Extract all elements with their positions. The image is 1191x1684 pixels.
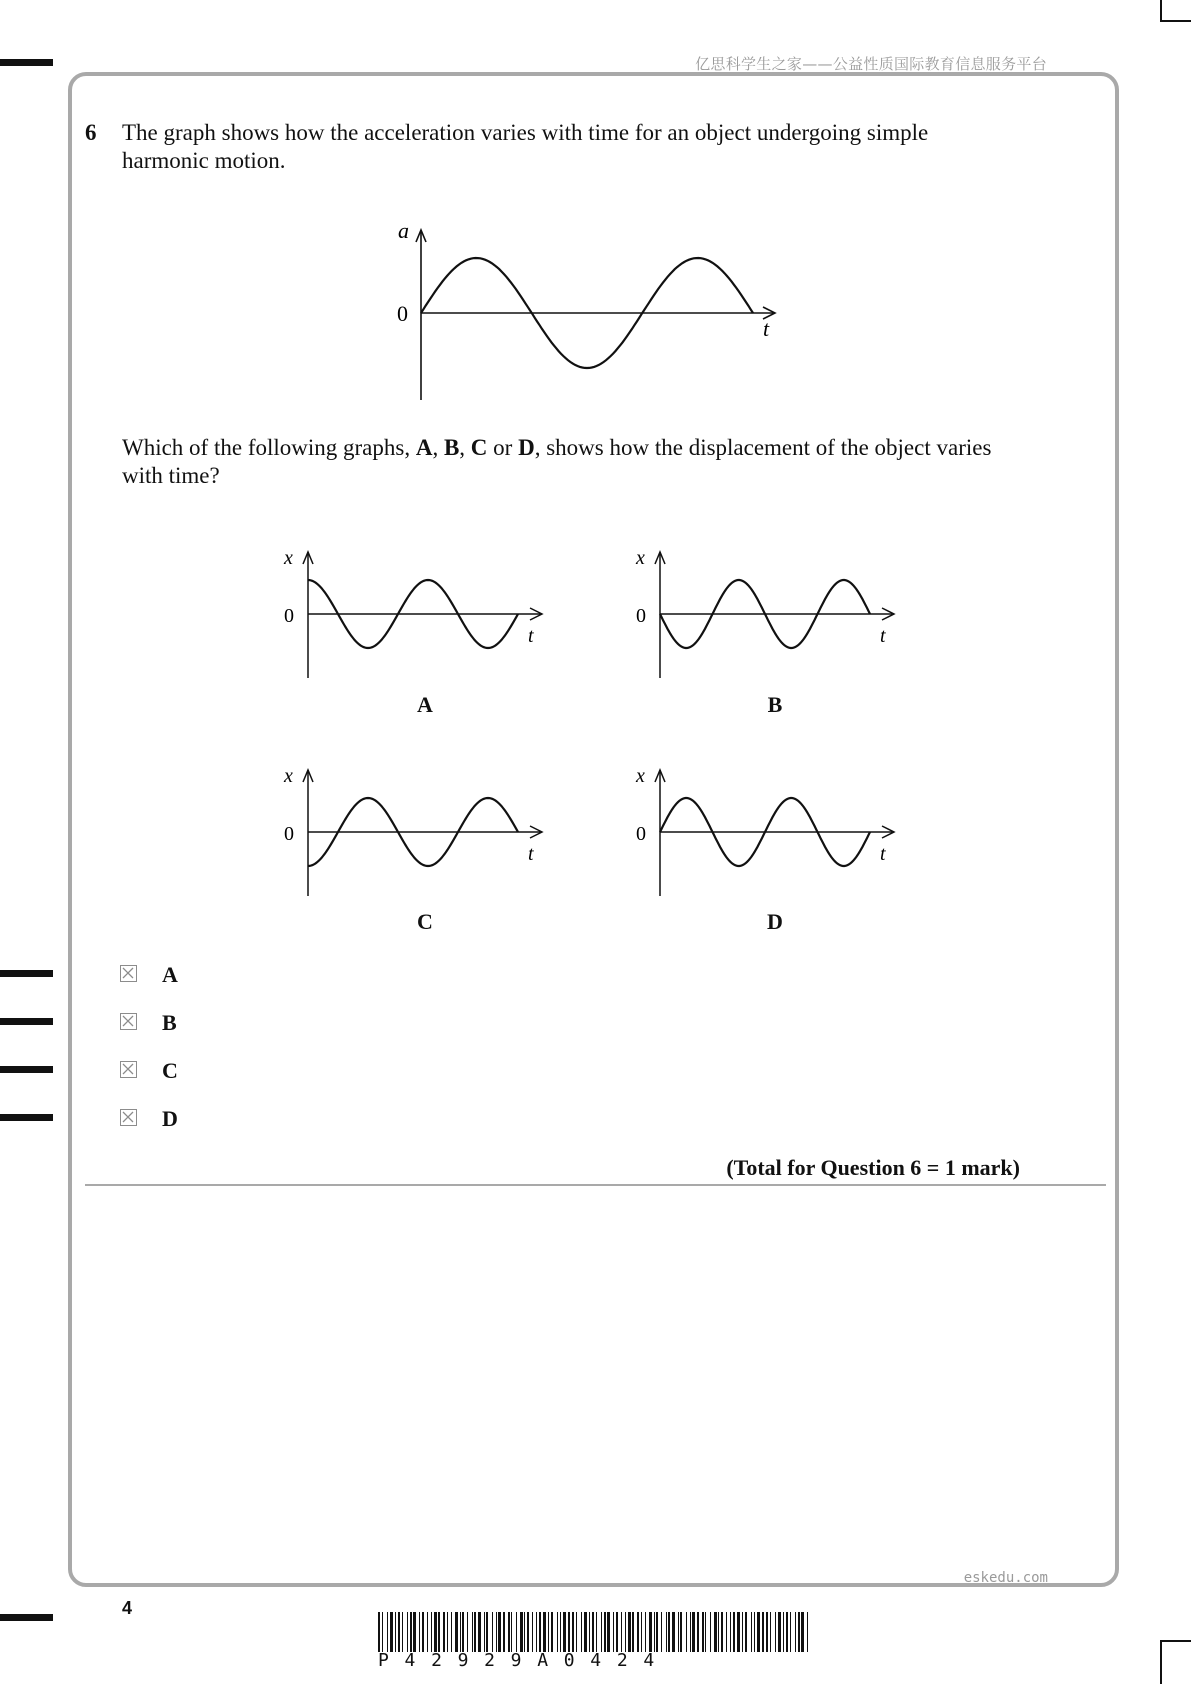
barcode-bar [434, 1612, 437, 1652]
barcode-bar [751, 1612, 752, 1652]
barcode-bar [551, 1612, 553, 1652]
question-number: 6 [85, 120, 97, 145]
barcode-bar [581, 1612, 582, 1652]
barcode-bar [395, 1612, 396, 1652]
barcode-bar [413, 1612, 416, 1652]
graph-label-d: D [767, 909, 783, 934]
barcode-bar [607, 1612, 610, 1652]
barcode-bar [548, 1612, 549, 1652]
barcode-bar [431, 1612, 432, 1652]
barcode [378, 1612, 810, 1652]
barcode-bar [807, 1612, 808, 1652]
option-graph-b [628, 546, 908, 686]
crop-mark-top-right [1160, 0, 1162, 22]
y-axis-label: x [284, 765, 293, 787]
barcode-bar [601, 1612, 602, 1652]
option-label: A [162, 962, 178, 987]
barcode-bar [649, 1612, 652, 1652]
barcode-bar [589, 1612, 590, 1652]
barcode-bar [628, 1612, 631, 1652]
barcode-bar [460, 1612, 461, 1652]
barcode-bar [472, 1612, 473, 1652]
x-axis-label: t [880, 625, 886, 647]
page-number: 4 [122, 1598, 133, 1618]
barcode-bar [516, 1612, 517, 1652]
edge-mark [0, 1018, 53, 1025]
barcode-bar [560, 1612, 561, 1652]
graph-label-b: B [767, 692, 783, 717]
barcode-bar [770, 1612, 771, 1652]
barcode-bar [592, 1612, 594, 1652]
barcode-bar [455, 1612, 458, 1652]
barcode-bar [726, 1612, 727, 1652]
barcode-bar [733, 1612, 735, 1652]
graph-label-a: A [417, 692, 433, 717]
acceleration-time-graph [390, 222, 790, 402]
barcode-bar [798, 1612, 800, 1652]
barcode-bar [378, 1612, 380, 1652]
barcode-bar [527, 1612, 529, 1652]
barcode-bar [637, 1612, 639, 1652]
barcode-bar [524, 1612, 525, 1652]
edge-mark [0, 970, 53, 977]
barcode-bar [584, 1612, 587, 1652]
barcode-bar [783, 1612, 784, 1652]
barcode-bar [645, 1612, 646, 1652]
barcode-bar [576, 1612, 577, 1652]
x-axis-label: t [528, 843, 534, 865]
barcode-bar [407, 1612, 408, 1652]
barcode-bar [697, 1612, 699, 1652]
origin-label: 0 [636, 823, 646, 845]
barcode-bar [568, 1612, 570, 1652]
barcode-bar [762, 1612, 764, 1652]
barcode-bar [443, 1612, 445, 1652]
barcode-bar [486, 1612, 488, 1652]
barcode-bar [745, 1612, 747, 1652]
barcode-bar [668, 1612, 670, 1652]
barcode-bar [625, 1612, 626, 1652]
barcode-bar [447, 1612, 448, 1652]
barcode-bar [563, 1612, 566, 1652]
barcode-bar [757, 1612, 760, 1652]
barcode-bar [641, 1612, 642, 1652]
barcode-bar [790, 1612, 791, 1652]
barcode-bar [496, 1612, 497, 1652]
barcode-bar [419, 1612, 420, 1652]
question-prompt: Which of the following graphs, A, B, C or D, shows how the displacement of the object varies with time? [122, 435, 992, 488]
barcode-bar [498, 1612, 501, 1652]
y-axis-label: x [636, 765, 645, 787]
option-graph-a [276, 546, 556, 686]
barcode-bar [503, 1612, 505, 1652]
barcode-bar [692, 1612, 695, 1652]
barcode-bar [484, 1612, 485, 1652]
barcode-bar [572, 1612, 574, 1652]
barcode-bar [778, 1612, 781, 1652]
barcode-bar [786, 1612, 788, 1652]
barcode-bar [543, 1612, 546, 1652]
edge-mark [0, 1114, 53, 1121]
crop-mark-bottom-right [1160, 1640, 1162, 1684]
barcode-bar [398, 1612, 400, 1652]
barcode-bar [520, 1612, 523, 1652]
watermark-top: 亿思科学生之家——公益性质国际教育信息服务平台 [695, 55, 1047, 73]
crop-mark-bottom-right [1160, 1640, 1191, 1642]
total-marks: (Total for Question 6 = 1 mark) [726, 1155, 1020, 1180]
barcode-bar [613, 1612, 614, 1652]
option-graph-c [276, 764, 556, 904]
barcode-bar [656, 1612, 658, 1652]
barcode-bar [532, 1612, 533, 1652]
barcode-bar [451, 1612, 452, 1652]
barcode-bar [702, 1612, 704, 1652]
barcode-bar [678, 1612, 679, 1652]
y-axis-label: a [398, 222, 409, 243]
barcode-bar [705, 1612, 706, 1652]
barcode-bar [478, 1612, 481, 1652]
divider-line [85, 1184, 1106, 1186]
barcode-bar [672, 1612, 675, 1652]
barcode-bar [467, 1612, 468, 1652]
barcode-bar [422, 1612, 424, 1652]
barcode-bar [462, 1612, 464, 1652]
barcode-bar [616, 1612, 618, 1652]
barcode-bar [661, 1612, 662, 1652]
watermark-bottom: eskedu.com [963, 1570, 1048, 1586]
barcode-bar [690, 1612, 691, 1652]
option-label: B [162, 1010, 177, 1035]
barcode-bar [621, 1612, 622, 1652]
barcode-bar [382, 1612, 383, 1652]
edge-mark [0, 1614, 53, 1621]
barcode-bar [557, 1612, 558, 1652]
barcode-bar [511, 1612, 512, 1652]
barcode-bar [508, 1612, 510, 1652]
origin-label: 0 [284, 605, 294, 627]
origin-label: 0 [636, 605, 646, 627]
crop-mark-top-right [1160, 20, 1191, 22]
edge-mark [0, 1066, 53, 1073]
barcode-bar [714, 1612, 717, 1652]
x-axis-label: t [528, 625, 534, 647]
barcode-bar [474, 1612, 476, 1652]
graph-label-c: C [417, 909, 433, 934]
checkbox-icon[interactable] [120, 965, 137, 982]
barcode-bar [686, 1612, 687, 1652]
option-graph-d [628, 764, 908, 904]
barcode-bar [536, 1612, 537, 1652]
barcode-bar [730, 1612, 731, 1652]
origin-label: 0 [397, 301, 408, 326]
barcode-bar [492, 1612, 493, 1652]
barcode-bar [742, 1612, 743, 1652]
barcode-bar [539, 1612, 541, 1652]
barcode-bar [596, 1612, 597, 1652]
barcode-bar [402, 1612, 403, 1652]
barcode-bar [801, 1612, 804, 1652]
barcode-bar [427, 1612, 428, 1652]
barcode-bar [604, 1612, 606, 1652]
barcode-bar [775, 1612, 776, 1652]
y-axis-label: x [284, 547, 293, 569]
barcode-bar [654, 1612, 655, 1652]
y-axis-label: x [636, 547, 645, 569]
barcode-bar [390, 1612, 393, 1652]
x-axis-label: t [763, 316, 770, 341]
barcode-bar [632, 1612, 634, 1652]
barcode-bar [754, 1612, 755, 1652]
x-axis-label: t [880, 843, 886, 865]
option-label: D [162, 1106, 178, 1131]
checkbox-icon[interactable] [120, 1013, 137, 1030]
edge-mark [0, 59, 53, 66]
barcode-bar [721, 1612, 723, 1652]
barcode-bar [387, 1612, 388, 1652]
barcode-bar [766, 1612, 768, 1652]
barcode-bar [795, 1612, 796, 1652]
barcode-bar [438, 1612, 440, 1652]
barcode-bar [737, 1612, 740, 1652]
option-label: C [162, 1058, 178, 1083]
question-stem: The graph shows how the acceleration varies with time for an object undergoing simple harmonic motion. [122, 120, 929, 173]
barcode-bar [680, 1612, 682, 1652]
checkbox-icon[interactable] [120, 1061, 137, 1078]
barcode-bar [410, 1612, 412, 1652]
origin-label: 0 [284, 823, 294, 845]
barcode-bar [666, 1612, 667, 1652]
barcode-bar [718, 1612, 719, 1652]
barcode-text: P42929A0424 [378, 1650, 670, 1671]
barcode-bar [710, 1612, 711, 1652]
checkbox-icon[interactable] [120, 1109, 137, 1126]
